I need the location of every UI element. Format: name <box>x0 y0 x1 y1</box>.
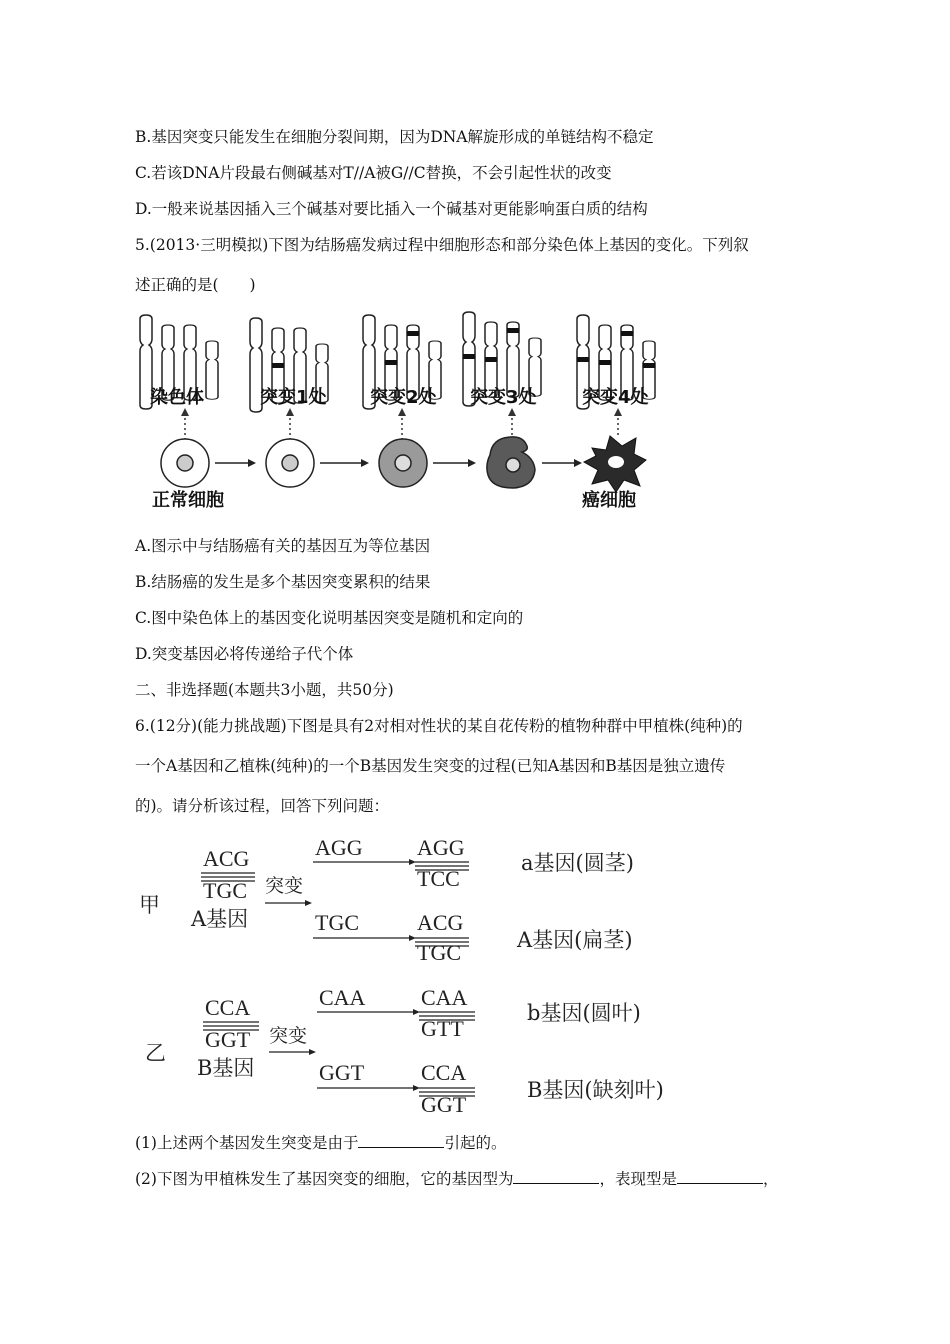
plant-yi: 乙 <box>145 1041 166 1065</box>
question-6-sub1 <box>135 1133 506 1153</box>
option-5c: C.图中染色体上的基因变化说明基因突变是随机和定向的 <box>135 609 524 627</box>
gene-mutation-figure <box>135 830 695 1120</box>
sub2-text-mid: ，表现型是 <box>599 1170 677 1188</box>
question-5-stem-cont: 述正确的是( ) <box>135 276 256 294</box>
jia-upper-top: AGG <box>417 835 465 860</box>
sub2-text: (2)下图为甲植株发生了基因突变的细胞，它的基因型为 <box>135 1170 514 1188</box>
answer-blank-3[interactable] <box>677 1169 763 1184</box>
yi-upper-gene: b基因(圆叶) <box>527 1001 641 1025</box>
label-mutation-4: 突变4处 <box>582 387 649 408</box>
yi-upper-single: CAA <box>319 985 366 1010</box>
question-5-stem: 5.(2013·三明模拟)下图为结肠癌发病过程中细胞形态和部分染色体上基因的变化。下列叙 <box>135 236 749 254</box>
label-mutation-1: 突变1处 <box>260 387 327 408</box>
plant-jia: 甲 <box>139 893 160 917</box>
cell-stage-1 <box>266 439 314 487</box>
label-normal-cell: 正常细胞 <box>152 490 224 511</box>
yi-bottom-strand: GGT <box>205 1027 251 1052</box>
jia-upper-gene: a基因(圆茎) <box>521 851 634 875</box>
sub1-text-end: 引起的。 <box>444 1134 507 1152</box>
yi-upper-top: CAA <box>421 985 468 1010</box>
yi-mutate-label: 突变 <box>269 1025 308 1047</box>
yi-lower-single: GGT <box>319 1060 365 1085</box>
sub1-text: (1)上述两个基因发生突变是由于 <box>135 1134 359 1152</box>
jia-gene-label: A基因 <box>191 907 249 931</box>
question-6-sub2 <box>135 1169 779 1189</box>
jia-upper-single: AGG <box>315 835 363 860</box>
question-6-stem-3: 的)。请分析该过程，回答下列问题： <box>135 797 390 815</box>
section-heading: 二、非选择题(本题共3小题，共50分) <box>135 681 394 699</box>
jia-upper-bottom: TCC <box>417 866 460 891</box>
option-5d: D.突变基因必将传递给子代个体 <box>135 645 354 663</box>
question-6-stem-2: 一个A基因和乙植株(纯种)的一个B基因发生突变的过程(已知A基因和B基因是独立遗传 <box>135 757 726 775</box>
yi-gene-label: B基因 <box>197 1056 255 1080</box>
cancer-cell <box>584 436 646 492</box>
label-chromosome: 染色体 <box>150 387 204 408</box>
yi-top-strand: CCA <box>205 995 251 1020</box>
option-4d: D.一般来说基因插入三个碱基对要比插入一个碱基对更能影响蛋白质的结构 <box>135 200 648 218</box>
jia-lower-gene: A基因(扁茎) <box>517 928 633 952</box>
sub2-text-end: ， <box>762 1170 779 1188</box>
label-cancer-cell: 癌细胞 <box>582 490 636 511</box>
label-mutation-3: 突变3处 <box>470 387 537 408</box>
question-6-stem: 6.(12分)(能力挑战题)下图是具有2对相对性状的某自花传粉的植物种群中甲植株(纯种)的 <box>135 717 743 735</box>
option-4c: C.若该DNA片段最右侧碱基对T//A被G//C替换，不会引起性状的改变 <box>135 164 612 182</box>
yi-lower-bottom: GGT <box>421 1092 467 1117</box>
option-5b: B.结肠癌的发生是多个基因突变累积的结果 <box>135 573 431 591</box>
answer-blank-1[interactable] <box>358 1133 444 1148</box>
yi-lower-gene: B基因(缺刻叶) <box>527 1078 664 1102</box>
normal-cell <box>161 439 209 487</box>
jia-lower-top: ACG <box>417 910 464 935</box>
cell-stage-3 <box>487 437 535 488</box>
cancer-progression-figure <box>130 310 670 515</box>
jia-mutate-label: 突变 <box>265 875 304 897</box>
cell-stage-2 <box>379 439 427 487</box>
yi-lower-top: CCA <box>421 1060 467 1085</box>
option-4b: B.基因突变只能发生在细胞分裂间期，因为DNA解旋形成的单链结构不稳定 <box>135 128 654 146</box>
answer-blank-2[interactable] <box>513 1169 599 1184</box>
yi-upper-bottom: GTT <box>421 1016 464 1041</box>
label-mutation-2: 突变2处 <box>370 387 437 408</box>
jia-bottom-strand: TGC <box>203 878 247 903</box>
jia-lower-single: TGC <box>315 910 359 935</box>
jia-top-strand: ACG <box>203 846 250 871</box>
jia-lower-bottom: TGC <box>417 940 461 965</box>
option-5a: A.图示中与结肠癌有关的基因互为等位基因 <box>135 537 431 555</box>
